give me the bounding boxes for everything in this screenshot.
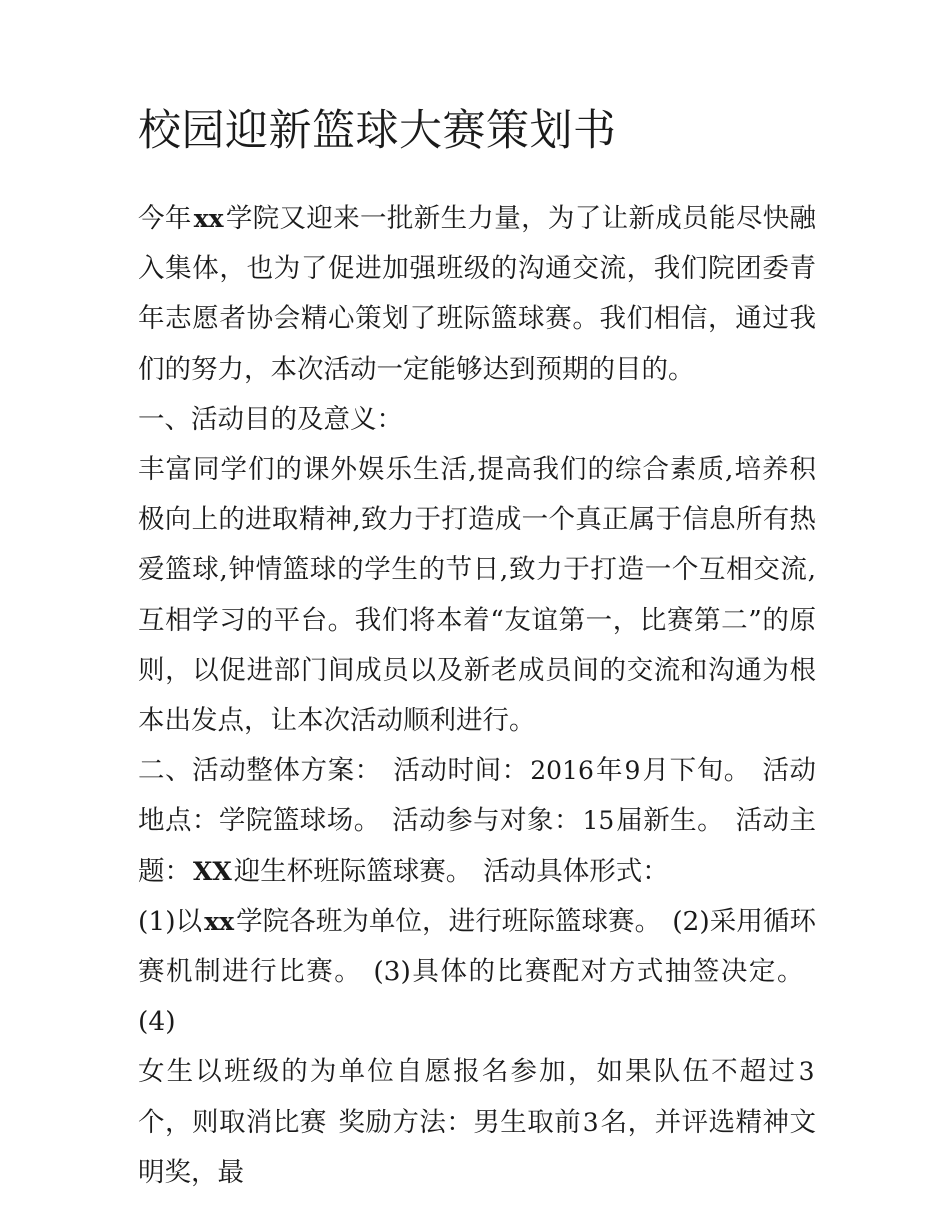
page-title-text: 校园迎新篮球大赛策划书 bbox=[138, 106, 617, 156]
list-item-marker-1: (1) bbox=[138, 905, 176, 937]
paragraph-intro: 今年xx学院又迎来一批新生力量，为了让新成员能尽快融入集体，也为了促进加强班级的沟通交流，我们院团委青年志愿者协会精心策划了班际篮球赛。我们相信，通过我们的努力，本次活动一定能够达到预期的目的。 bbox=[138, 203, 817, 385]
event-month: 9 bbox=[624, 756, 641, 786]
paragraph-plan: 二、活动整体方案： 活动时间：2016年9月下旬。 活动地点：学院篮球场。 活动参与对象：15届新生。 活动主题：XX迎生杯班际篮球赛。 活动具体形式： bbox=[138, 755, 817, 887]
cohort-number: 15 bbox=[582, 806, 615, 836]
theme-placeholder-upper: XX bbox=[193, 856, 232, 886]
list-item-marker-3: (3) bbox=[373, 956, 411, 988]
list-item-marker-2: (2) bbox=[672, 905, 710, 937]
paragraph-forms: (1)以xx学院各班为单位，进行班际篮球赛。 (2)采用循环赛机制进行比赛。 (3)具体的比赛配对方式抽签决定。(4) bbox=[138, 905, 817, 1038]
event-year: 2016 bbox=[530, 756, 594, 786]
list-item-marker-4: (4) bbox=[138, 1006, 176, 1038]
paragraph-purpose: 丰富同学们的课外娱乐生活,提高我们的综合素质,培养积极向上的进取精神,致力于打造成一个真正属于信息所有热爱篮球,钟情篮球的学生的节日,致力于打造一个互相交流,互相学习的平台。我们将本着“友谊第一，比赛第二”的原则，以促进部门间成员以及新老成员间的交流和沟通为根本出发点，让本次活动顺利进行。 bbox=[138, 454, 816, 737]
org-placeholder-lower: xx bbox=[193, 204, 224, 233]
paragraph-rules-awards: 女生以班级的为单位自愿报名参加，如果队伍不超过3个，则取消比赛 奖励方法：男生取前3名，并评选精神文明奖，最 bbox=[138, 1056, 817, 1188]
min-teams-number: 3 bbox=[798, 1057, 815, 1087]
page-title bbox=[138, 0, 816, 158]
org-placeholder-lower: xx bbox=[204, 906, 234, 936]
document-text-column bbox=[138, 0, 816, 1198]
male-top-places-number: 3 bbox=[582, 1107, 599, 1137]
paragraph-heading-1: 一、活动目的及意义： bbox=[138, 403, 403, 435]
